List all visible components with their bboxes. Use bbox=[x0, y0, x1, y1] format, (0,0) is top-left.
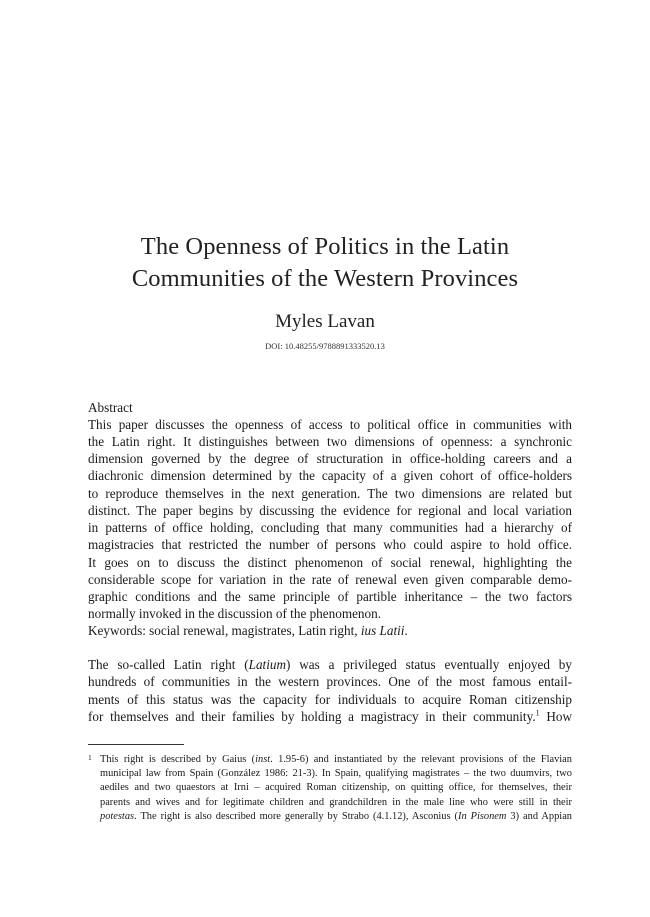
intro-text: How bbox=[539, 708, 572, 724]
keywords bbox=[88, 622, 572, 639]
footnote-text: . 1.95-6) and instantiated by the relevant provisions of the Flavian bbox=[270, 754, 572, 765]
keywords-text: Keywords: social renewal, magistrates, Latin right, bbox=[88, 623, 361, 638]
abstract-line: to reproduce themselves in the next generation. The two dimensions are related but bbox=[88, 485, 572, 501]
footnote-line: aediles and two quaestors at Irni – acquired Roman citizenship, on quitting office, for themselves, their bbox=[100, 782, 572, 794]
keywords-italic: ius Latii bbox=[360, 623, 405, 638]
intro-text: for themselves and their families by holding a magistracy in their community. bbox=[88, 708, 536, 724]
abstract-line: magistracies that restricted the number of persons who could aspire to hold office. bbox=[88, 537, 572, 553]
abstract-line: This paper discusses the openness of access to political office in communities with bbox=[88, 416, 572, 432]
title-line-1: The Openness of Politics in the Latin bbox=[140, 233, 510, 260]
intro-line: ments of this status was the capacity for individuals to acquire Roman citizenship bbox=[88, 691, 572, 707]
author-name: Myles Lavan bbox=[275, 311, 375, 332]
abstract-line: graphic conditions and the same principle of partible inheritance – the two factors bbox=[88, 589, 572, 604]
paper-title bbox=[0, 231, 650, 295]
intro-text: The so-called Latin right ( bbox=[88, 657, 249, 672]
keywords-end: . bbox=[404, 623, 408, 638]
abstract-line: the Latin right. It distinguishes between two dimensions of openness: a synchronic bbox=[88, 433, 572, 449]
abstract-line: diachronic dimension determined by the capacity of a given cohort of office-holders bbox=[88, 468, 572, 484]
footnote-italic: potestas bbox=[100, 810, 135, 822]
intro-paragraph bbox=[88, 656, 572, 725]
abstract-line: considerable scope for variation in the rate of renewal even given comparable demo- bbox=[88, 571, 572, 587]
footnote-line bbox=[88, 810, 572, 824]
abstract-line: dimension governed by the degree of structuration in office-holding careers and a bbox=[88, 451, 572, 466]
doi: DOI: 10.48255/9788891333520.13 bbox=[265, 341, 385, 351]
footnote-line: municipal law from Spain (González 1986: 21-3). In Spain, qualifying magistrates – the two duumvirs, two bbox=[100, 768, 572, 780]
footnote-italic: In Pisonem bbox=[457, 810, 507, 822]
abstract-body bbox=[88, 416, 572, 623]
intro-line bbox=[88, 656, 572, 673]
footnote-italic: inst bbox=[255, 754, 271, 765]
abstract-heading: Abstract bbox=[88, 400, 133, 415]
abstract-line: normally invoked in the discussion of the phenomenon. bbox=[88, 606, 382, 622]
intro-line bbox=[88, 708, 572, 725]
footnote-mark: 1 bbox=[88, 753, 92, 762]
abstract-line: in patterns of office holding, concluding that many communities had a hierarchy of bbox=[88, 520, 572, 535]
footnote-ref[interactable]: 1 bbox=[535, 708, 540, 718]
footnote-text: . The right is also described more generally by Strabo (4.1.12), Asconius ( bbox=[134, 810, 458, 822]
keywords-line bbox=[88, 622, 572, 639]
footnote-line: parents and wives and for legitimate children and grandchildren in the male line who were still in their bbox=[100, 796, 572, 808]
abstract-line: It goes on to discuss the distinct phenomenon of social renewal, highlighting the bbox=[88, 554, 572, 570]
intro-line: hundreds of communities in the western provinces. One of the most famous entail- bbox=[88, 674, 572, 690]
footnote-text: This right is described by Gaius ( bbox=[100, 754, 256, 765]
intro-italic: Latium bbox=[248, 657, 286, 672]
footnote-rule bbox=[88, 744, 184, 745]
abstract-line: distinct. The paper begins by discussing the evidence for regional and local variation bbox=[88, 502, 572, 518]
intro-text: ) was a privileged status eventually enjoyed by bbox=[285, 657, 572, 672]
footnote-text: 3) and Appian bbox=[506, 810, 572, 822]
title-line-2: Communities of the Western Provinces bbox=[131, 265, 519, 292]
footnote-line bbox=[88, 753, 572, 767]
footnote bbox=[88, 753, 572, 824]
